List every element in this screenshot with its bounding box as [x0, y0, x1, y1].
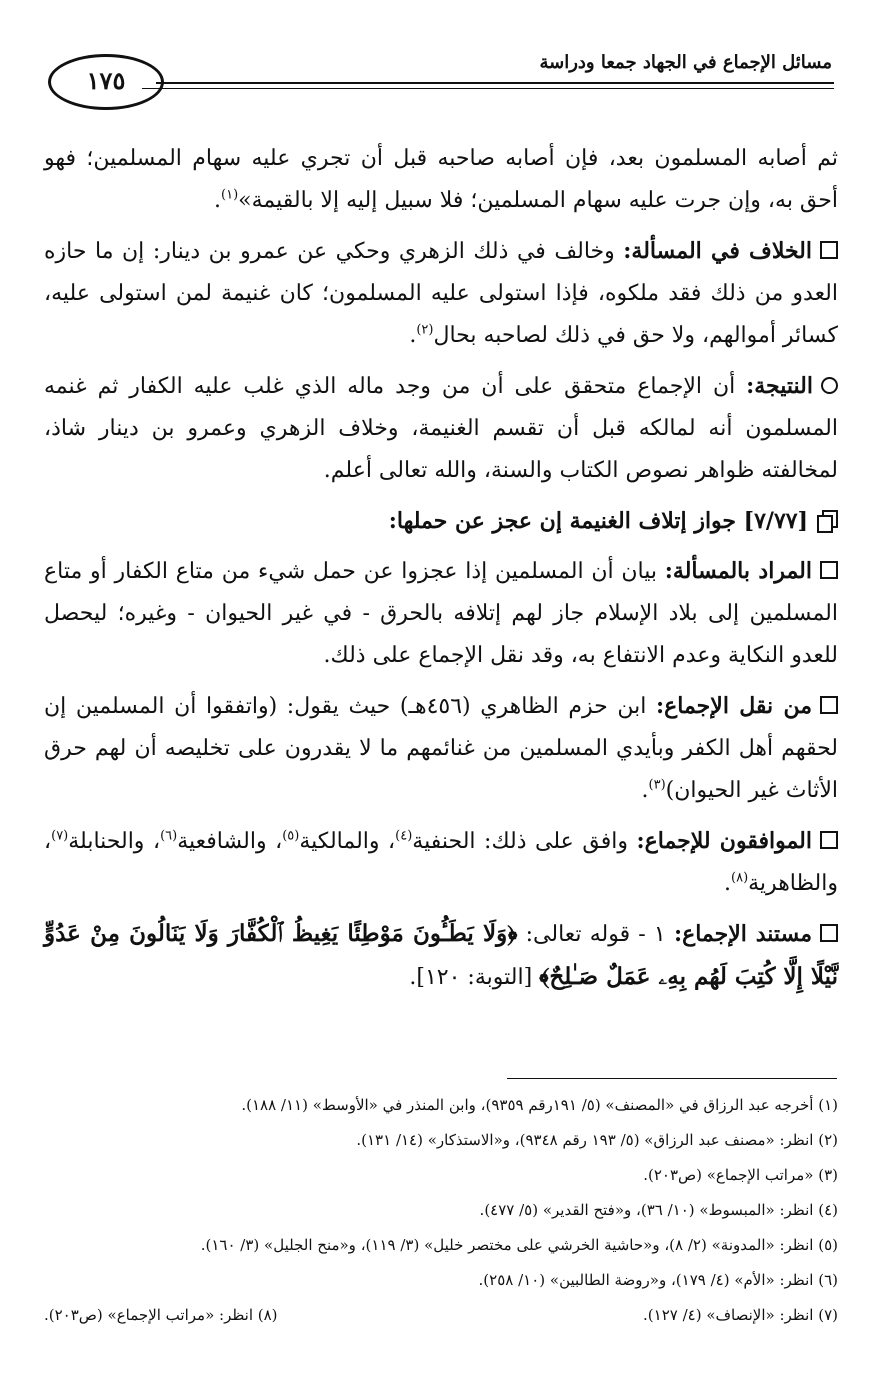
footnote-ref[interactable]: (٤)	[395, 828, 413, 844]
square-bullet-icon	[820, 831, 838, 849]
square-bullet-icon	[820, 241, 838, 259]
main-text	[44, 138, 838, 1007]
footnote-ref[interactable]: (١)	[221, 187, 239, 203]
section-label: مستند الإجماع:	[673, 921, 812, 947]
page-number: ١٧٥	[86, 66, 126, 95]
footnote: (٨) انظر: «مراتب الإجماع» (ص٢٠٣).	[44, 1306, 278, 1324]
footnote: (٦) انظر: «الأم» (٤/ ١٧٩)، و«روضة الطالبين» (١٠/ ٢٥٨).	[478, 1271, 838, 1289]
section-label: المراد بالمسألة:	[664, 558, 812, 584]
paragraph-text: ، والمالكية	[299, 829, 396, 854]
footnote-ref[interactable]: (٦)	[160, 828, 178, 844]
paragraph-meaning	[44, 550, 838, 677]
paragraph-transmitters	[44, 685, 838, 812]
paragraph-text: ، والحنابلة	[68, 829, 161, 854]
paragraph-text: بيان أن المسلمين إذا عجزوا عن حمل شيء من متاع الكفار أو متاع المسلمين إلى بلاد الإسلام جاز لهم إتلافه بالحرق - في غير الحيوان - وغيره؛ ليحصل للعدو النكاية وعدم الانتفاع به، وقد نقل الإجماع على ذلك.	[44, 559, 838, 668]
paragraph-text: وافق على ذلك: الحنفية	[412, 829, 637, 854]
square-bullet-icon	[820, 924, 838, 942]
footnote: (٤) انظر: «المبسوط» (١٠/ ٣٦)، و«فتح القدير» (٥/ ٤٧٧).	[479, 1201, 838, 1219]
punct: .	[641, 778, 649, 803]
paragraph-basis	[44, 913, 838, 999]
footnote-row	[44, 1300, 838, 1335]
section-label: النتيجة:	[746, 373, 813, 399]
footnote: (٢) انظر: «مصنف عبد الرزاق» (٥/ ١٩٣ رقم ٩٣٤٨)، و«الاستذكار» (١٤/ ١٣١).	[356, 1131, 838, 1149]
paragraph-text: ، والشافعية	[177, 829, 283, 854]
section-label: الخلاف في المسألة:	[623, 238, 812, 264]
footnote: (٧) انظر: «الإنصاف» (٤/ ١٢٧).	[643, 1306, 838, 1324]
footnote-ref[interactable]: (٨)	[731, 870, 749, 886]
footnote-ref[interactable]: (٢)	[416, 322, 434, 338]
paragraph-continuation	[44, 138, 838, 222]
quran-verse: ﴿وَلَا يَطَـُٔونَ مَوْطِئًا يَغِيظُ ٱلْكُفَّارَ وَلَا يَنَالُونَ مِنْ عَدُوٍّ نَّيْلًا إِلَّا كُتِبَ لَهُم بِهِۦ عَمَلٌ صَـٰلِحٌ﴾	[44, 920, 838, 990]
header-rule-thin	[142, 88, 834, 89]
paragraph-text: أن الإجماع متحقق على أن من وجد ماله الذي غلب عليه الكفار ثم غنمه المسلمون أنه لمالكه قبل أن تقسم الغنيمة، وخلاف الزهري وعمرو بن دينار شاذ، لمخالفته ظواهر نصوص الكتاب والسنة، والله تعالى أعلم.	[44, 374, 838, 483]
paragraph-disagreement	[44, 230, 838, 357]
footnote: (١) أخرجه عبد الرزاق في «المصنف» (٥/ ١٩١رقم ٩٣٥٩)، وابن المنذر في «الأوسط» (١١/ ١٨٨).	[241, 1096, 838, 1114]
header-rule	[156, 82, 834, 84]
paragraph-text: ثم أصابه المسلمون بعد، فإن أصابه صاحبه قبل أن تجري عليه سهام المسلمين؛ فهو أحق به، وإن جرت عليه سهام المسلمين؛ فلا سبيل إليه إلا بالقيمة»	[44, 146, 838, 213]
paragraph-text: ١ - قوله تعالى:	[517, 922, 674, 947]
punct: .	[214, 188, 222, 213]
punct: .	[409, 323, 417, 348]
verse-reference: [التوبة: ١٢٠].	[409, 965, 540, 990]
square-bullet-icon	[820, 561, 838, 579]
paragraph-text: وخالف في ذلك الزهري وحكي عن عمرو بن دينار: إن ما حازه العدو من ذلك فقد ملكوه، فإذا استولى عليه المسلمون؛ كان غنيمة لمن استولى عليه، كسائر أموالهم، ولا حق في ذلك لصاحبه بحال	[44, 239, 838, 348]
punct: .	[724, 871, 731, 896]
circle-bullet-icon	[821, 377, 838, 394]
paragraph-text: ، والظاهرية	[44, 829, 838, 896]
paragraph-agreeing	[44, 820, 838, 905]
page-header	[48, 44, 838, 124]
section-label: من نقل الإجماع:	[656, 693, 812, 719]
books-icon	[818, 510, 838, 530]
footnote: (٥) انظر: «المدونة» (٢/ ٨)، و«حاشية الخرشي على مختصر خليل» (٣/ ١١٩)، و«منح الجليل» (٣/ ١٦٠).	[200, 1236, 838, 1254]
footnote-ref[interactable]: (٣)	[648, 777, 666, 793]
footnote-ref[interactable]: (٧)	[51, 828, 69, 844]
running-title: مسائل الإجماع في الجهاد جمعا ودراسة	[539, 52, 832, 73]
footnote: (٣) «مراتب الإجماع» (ص٢٠٣).	[643, 1166, 838, 1184]
paragraph-result	[44, 365, 838, 492]
footnote-separator	[507, 1078, 837, 1079]
issue-heading-text: [٧/٧٧] جواز إتلاف الغنيمة إن عجز عن حملها:	[388, 508, 808, 534]
paragraph-text: ابن حزم الظاهري (٤٥٦هـ) حيث يقول: (واتفقوا أن المسلمين إن لحقهم أهل الكفر وبأيدي المسلمين من غنائمهم ما لا يقدرون على تخليصه أن لهم حرق الأثاث غير الحيوان)	[44, 694, 838, 803]
issue-heading	[44, 500, 838, 542]
section-label: الموافقون للإجماع:	[636, 828, 812, 854]
footnote-ref[interactable]: (٥)	[282, 828, 300, 844]
square-bullet-icon	[820, 696, 838, 714]
footnotes	[44, 1090, 838, 1335]
